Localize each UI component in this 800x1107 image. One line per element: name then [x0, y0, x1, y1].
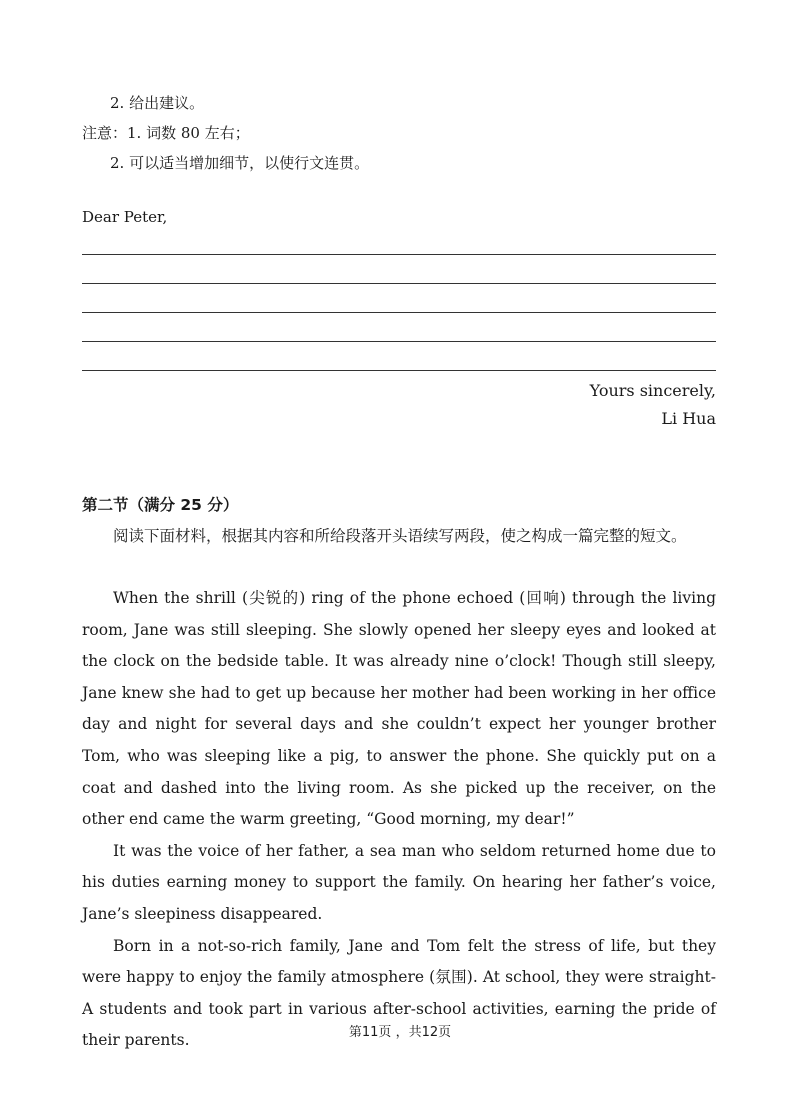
task-text: 阅读下面材料，根据其内容和所给段落开头语续写两段，使之构成一篇完整的短文。 — [113, 527, 687, 545]
story-paragraph-2: It was the voice of her father, a sea man who seldom returned home due to his duties earning money to support the family. On hearing her father’s voice, Jane’s sleepiness disappeared. — [82, 841, 716, 923]
writing-line — [82, 312, 716, 313]
page-number: 第11页 ，共12页 — [348, 1025, 452, 1040]
letter-salutation: Dear Peter, — [82, 208, 168, 226]
letter-closing: Yours sincerely, — [589, 381, 716, 400]
story-text — [82, 583, 716, 1057]
writing-line — [82, 254, 716, 255]
word-count-note: 注意：1. 词数 80 左右； — [82, 124, 250, 142]
task-instructions — [82, 520, 716, 552]
letter-signature: Li Hua — [661, 409, 716, 428]
detail-note: 2. 可以适当增加细节，以使行文连贯。 — [110, 154, 370, 172]
writing-line — [82, 341, 716, 342]
instruction-item-2: 2. 给出建议。 — [110, 94, 205, 112]
writing-line — [82, 370, 716, 371]
story-paragraph-3: Born in a not-so-rich family, Jane and Tom felt the stress of life, but they were happy to enjoy the family atmosphere (氛围). At school, they were straight-A students and took part in various after-school activities, earning the pride of their parents. — [82, 936, 716, 1050]
story-paragraph-1: When the shrill (尖锐的) ring of the phone echoed (回响) through the living room, Jane was still sleeping. She slowly opened her sleepy eyes and looked at the clock on the bedside table. It was already nine o’clock! Though still sleepy, Jane knew she had to get up because her mother had been working in her office day and night for several days and she couldn’t expect her younger brother Tom, who was sleeping like a pig, to answer the phone. She quickly put on a coat and dashed into the living room. As she picked up the receiver, on the other end came the warm greeting, “Good morning, my dear!” — [82, 589, 716, 829]
section-title: 第二节（满分 25 分） — [82, 496, 239, 514]
writing-line — [82, 283, 716, 284]
